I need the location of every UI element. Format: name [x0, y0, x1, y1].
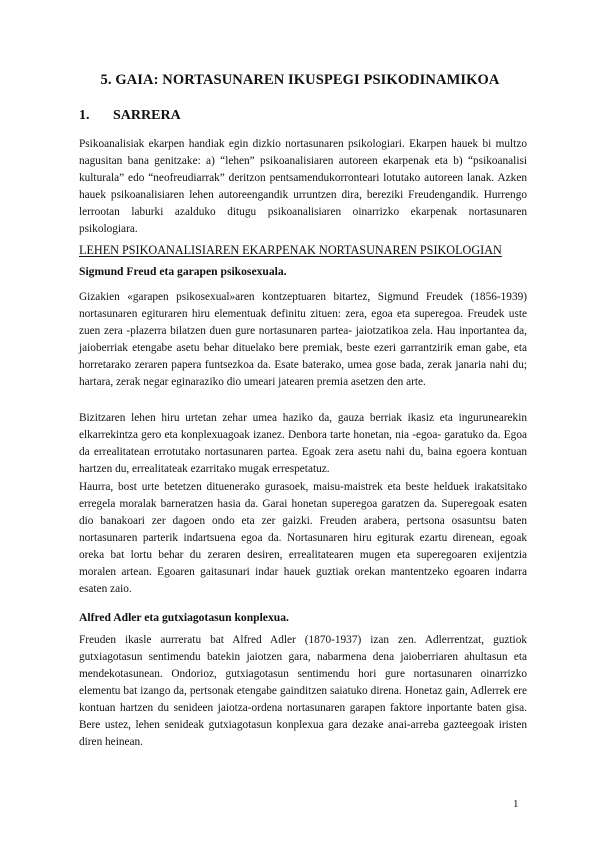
- chapter-title: 5. GAIA: NORTASUNAREN IKUSPEGI PSIKODINAMIKOA: [100, 72, 500, 88]
- freud-paragraph-2: Bizitzaren lehen hiru urtetan zehar umea haziko da, gauza berriak ikasiz eta ingurunearekin elkarrekintza gero eta konplexuagoak izanez. Denbora tarte honetan, nia -egoa- garatuko da. Egoa da errealitatean errotutako nortasunaren partea. Egoak zera asetu nahi du, baina egoera kontuan hartzen du, errealitateak ezarritako mugak errespetatuz.: [79, 412, 527, 475]
- page-number: 1: [513, 798, 519, 810]
- section-title: SARRERA: [113, 108, 181, 123]
- section-heading: [79, 108, 181, 124]
- adler-heading: Alfred Adler eta gutxiagotasun konplexua.: [79, 611, 289, 624]
- subsection-heading: LEHEN PSIKOANALISIAREN EKARPENAK NORTASUNAREN PSIKOLOGIAN: [79, 243, 502, 257]
- intro-paragraph: Psikoanalisiak ekarpen handiak egin dizkio nortasunaren psikologiari. Ekarpen hauek bi multzo nagusitan bana genitzake: a) “lehen” psikoanalisiaren autoreen ekarpenak eta b) “psikoanalisi kulturala” edo “neofreudiarrak” deritzon pentsamendukorronteari lotutako autoreen lanak. Azken hauek psikoanalisiaren lehen autoreengandik urruntzen dira, bereziki Freudengandik. Hurrengo lerrootan laburki azalduko ditugu psikoanalisiaren oinarrizko ekarpenak nortasunaren psikologiara.: [79, 138, 527, 235]
- section-number: 1.: [79, 108, 90, 123]
- freud-paragraph-1: Gizakien «garapen psikosexual»aren kontzeptuaren bitartez, Sigmund Freudek (1856-1939) nortasunaren egituraren hiru elementuak definitu zituen: zera, egoa eta superegoa. Freudek uste zuen zera -plazerra bilatzen duen gure nortasunaren partea- jaiotzatikoa zela. Hau inportantea da, jaioberriak etengabe asetu behar dituelako bere premiak, beste ezeri garrantzirik eman gabe, eta horretarako zeraren papera funtsezkoa da. Esate baterako, umea gose bada, zerak janaria nahi du; hartara, zerak negar eginaraziko dio umeari jatearen premia asetzen den arte.: [79, 291, 527, 388]
- freud-paragraph-3: Haurra, bost urte betetzen dituenerako gurasoek, maisu-maistrek eta beste helduek irakatsitako erregela moralak barneratzen hasia da. Garai honetan superegoa garatzen da. Superegoak esaten dio banakoari zer dagoen ondo eta zer gaizki. Freuden arabera, pertsona osasuntsu baten nortasunaren parterik indartsuena egoa da. Nortasunaren hiru egiturak ezartu direnean, egoak oreka bat lortu behar du zeraren desiren, errealitatearen mugen eta superegoaren exijentzia moralen artean. Egoaren gaitasunari indar hauek guztiak orekan mantentzeko egoaren indarra esaten zaio.: [79, 481, 527, 595]
- freud-heading: Sigmund Freud eta garapen psikosexuala.: [79, 265, 287, 278]
- adler-paragraph: Freuden ikasle aurreratu bat Alfred Adler (1870-1937) izan zen. Adlerrentzat, guztiok gutxiagotasun sentimendu batekin jaiotzen gara, nabarmena dena jaioberriaren ahultasun eta mendekotasunean. Ondorioz, gutxiagotasun sentimendu hori gure nortasunaren oinarrizko elementu bat izango da, pertsonak etengabe gainditzen saiatuko direna. Honetaz gain, Adlerrek ere kontuan hartzen du senideen jaiotza-ordena nortasunaren garapen faktore inportante baten gisa. Bere ustez, lehen senideak gutxiagotasun konplexua gara dezake anai-arreba gazteegoak iristen diren heinean.: [79, 634, 527, 748]
